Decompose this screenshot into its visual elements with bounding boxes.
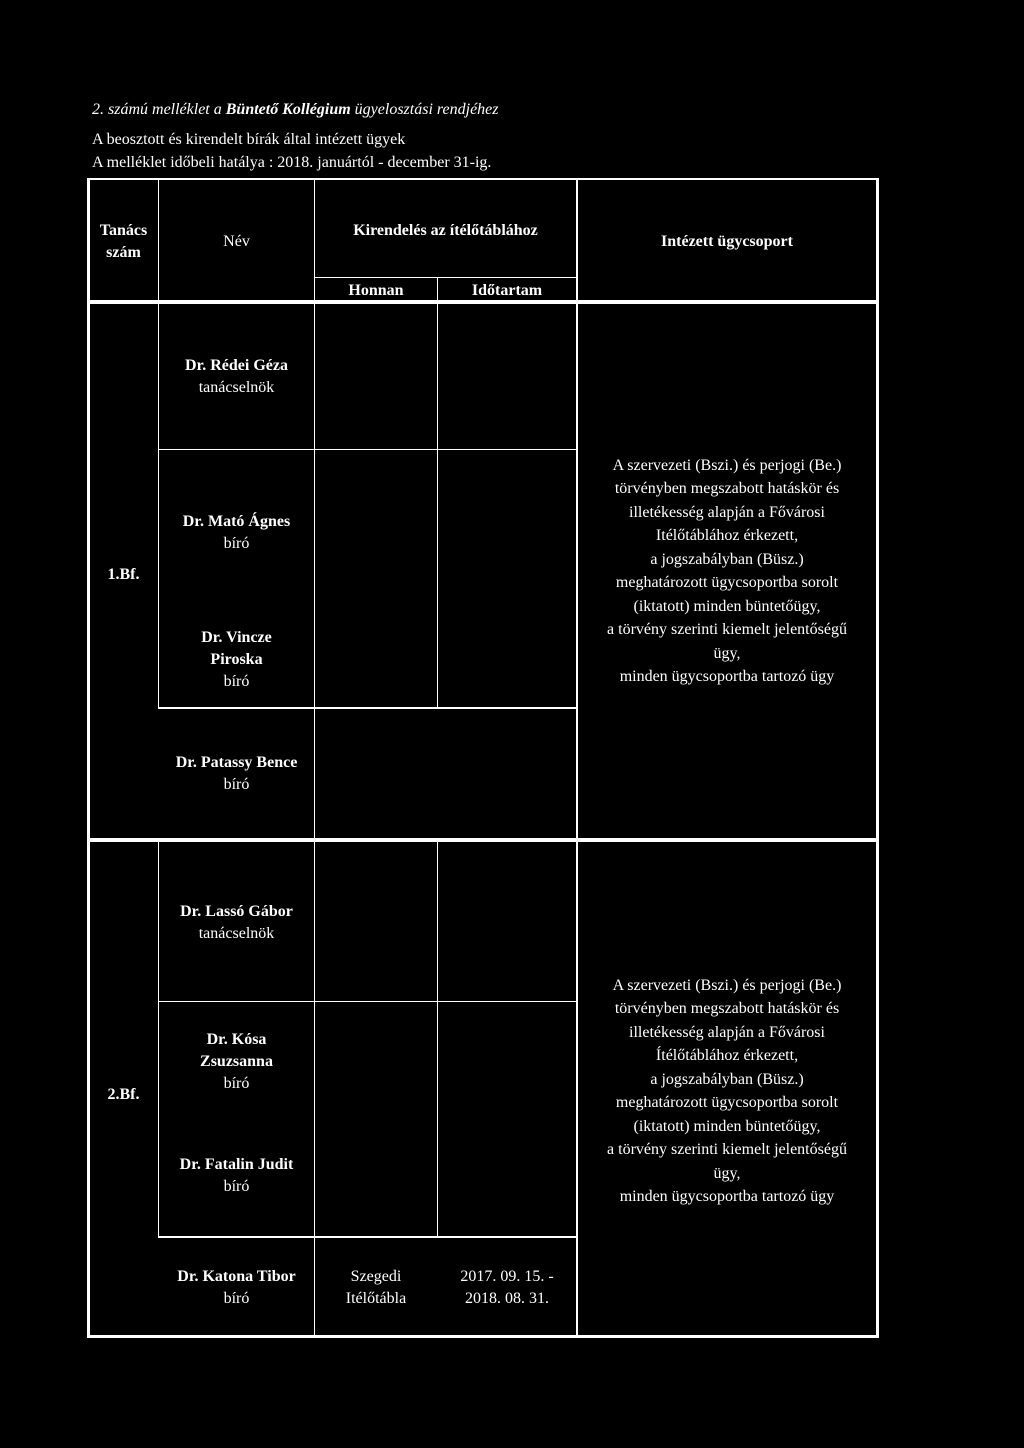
case-group-line: ügy,	[713, 644, 741, 662]
member-role: bíró	[223, 776, 250, 793]
case-group-line: Ítélőtáblához érkezett,	[655, 1047, 799, 1064]
case-group-line: ügy,	[713, 1164, 741, 1182]
member-name: Dr. Mató Ágnes	[182, 513, 291, 530]
duration-line1: 2017. 09. 15. -	[460, 1268, 554, 1285]
case-group-line: meghatározott ügycsoportba sorolt	[615, 1094, 839, 1111]
member-role: bíró	[223, 1290, 250, 1307]
member-name: Dr. Fatalin Judit	[179, 1156, 294, 1173]
case-group-line: minden ügycsoportba tartozó ügy	[619, 1188, 835, 1205]
col-header-case-group: Intézett ügycsoport	[661, 233, 793, 250]
case-group-line: minden ügycsoportba tartozó ügy	[619, 668, 835, 685]
member-role: bíró	[223, 535, 250, 552]
col-header-council	[89, 215, 158, 269]
from-line2: Itélőtábla	[345, 1290, 407, 1307]
member-name-line2: Zsuzsanna	[200, 1053, 273, 1070]
member-2-1	[159, 898, 314, 948]
duration-line2: 2018. 08. 31.	[465, 1290, 549, 1307]
member-name: Dr. Rédei Géza	[185, 357, 288, 374]
appendix-title	[92, 100, 499, 120]
member-1-2	[159, 508, 314, 558]
case-group-line: (iktatott) minden büntetőügy,	[633, 597, 821, 615]
member-1-1	[159, 352, 314, 402]
appendix-subtitle: A beosztott és kirendelt bírák által intézett ügyek	[92, 131, 406, 148]
member-2-3	[159, 1151, 314, 1201]
member-role: tanácselnök	[198, 925, 275, 942]
council-number-2: 2.Bf.	[107, 1086, 140, 1103]
member-role: bíró	[223, 1075, 250, 1092]
case-group-line: illetékesség alapján a Fővárosi	[629, 1023, 825, 1041]
case-group-line: a jogszabályban (Büsz.)	[650, 1070, 804, 1088]
case-group-line: (iktatott) minden büntetőügy,	[633, 1117, 821, 1135]
case-group-2	[578, 971, 876, 1211]
case-group-1	[578, 451, 876, 691]
case-group-line: meghatározott ügycsoportba sorolt	[615, 574, 839, 591]
from-line1: Szegedi	[350, 1268, 402, 1285]
council-number-1: 1.Bf.	[107, 566, 140, 583]
col-header-from: Honnan	[348, 281, 404, 299]
member-name: Dr. Katona Tibor	[177, 1268, 296, 1285]
case-group-line: A szervezeti (Bszi.) és perjogi (Be.)	[612, 976, 842, 994]
case-group-line: a törvény szerinti kiemelt jelentőségű	[607, 621, 847, 638]
member-name: Dr. Patassy Bence	[175, 754, 298, 771]
member-role: tanácselnök	[198, 379, 275, 396]
member-2-4	[159, 1263, 314, 1313]
member-role: bíró	[223, 1178, 250, 1195]
member-2-4-from	[315, 1263, 437, 1313]
member-name-line1: Dr. Kósa	[206, 1031, 267, 1048]
member-name-line1: Dr. Vincze	[201, 629, 272, 646]
col-header-duration: Időtartam	[471, 281, 543, 299]
member-name: Dr. Lassó Gábor	[180, 903, 293, 920]
case-group-line: törvényben megszabott hatáskör és	[614, 1000, 840, 1017]
member-role: bíró	[223, 673, 250, 690]
member-name-line2: Piroska	[210, 651, 263, 668]
col-header-council-line1: Tanács	[99, 222, 148, 239]
appendix-title-bold: Büntető Kollégium	[225, 101, 351, 118]
appendix-title-suffix: ügyelosztási rendjéhez	[350, 101, 499, 118]
col-header-assignment: Kirendelés az ítélőtáblához	[353, 222, 538, 239]
member-2-2	[159, 1026, 314, 1098]
case-group-line: törvényben megszabott hatáskör és	[614, 480, 840, 497]
col-header-name: Név	[223, 233, 250, 250]
appendix-validity: A melléklet időbeli hatálya : 2018. januártól - december 31-ig.	[92, 154, 492, 171]
appendix-title-prefix: 2. számú melléklet a	[92, 101, 226, 118]
case-group-line: a jogszabályban (Büsz.)	[650, 550, 804, 568]
case-group-line: A szervezeti (Bszi.) és perjogi (Be.)	[612, 456, 842, 474]
member-2-4-duration	[438, 1263, 576, 1313]
col-header-council-line2: szám	[106, 244, 141, 261]
member-1-3	[159, 625, 314, 695]
case-group-line: a törvény szerinti kiemelt jelentőségű	[607, 1141, 847, 1158]
case-group-line: Itélőtáblához érkezett,	[655, 527, 799, 544]
case-group-line: illetékesség alapján a Fővárosi	[629, 503, 825, 521]
member-1-4	[159, 749, 314, 799]
